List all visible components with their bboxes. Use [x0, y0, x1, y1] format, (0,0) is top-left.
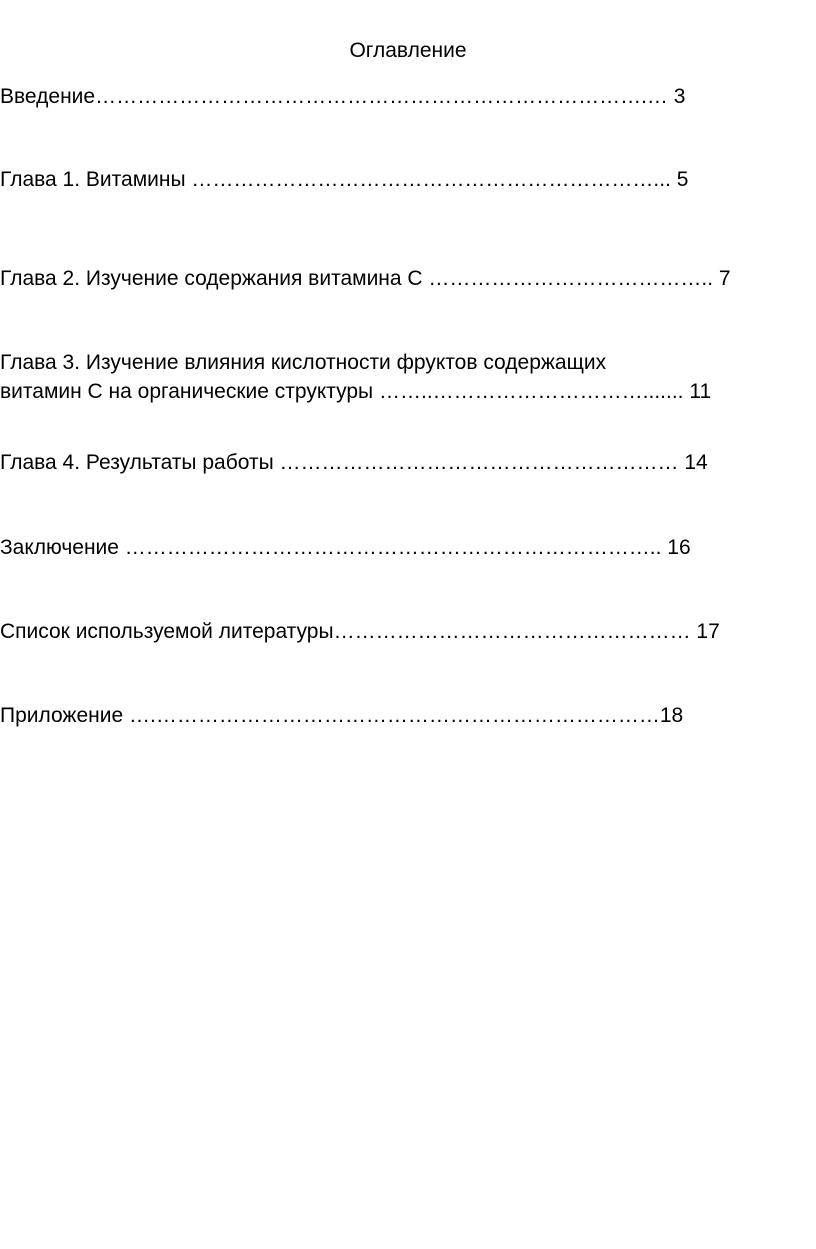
toc-entry-conclusion: Заключение ………………………………………………………………….. 16 — [0, 536, 691, 559]
toc-entry-chapter-3-line-2: витамин С на органические структуры ……..…………………………....... 11 — [0, 380, 712, 403]
toc-entry-chapter-1: Глава 1. Витамины …………………………………………………………... 5 — [0, 168, 689, 191]
toc-entry-introduction: Введение…………………………………………………………………….… 3 — [0, 85, 686, 108]
toc-entry-chapter-3-line-1: Глава 3. Изучение влияния кислотности фруктов содержащих — [0, 351, 607, 374]
toc-entry-chapter-2: Глава 2. Изучение содержания витамина С ………………………………….. 7 — [0, 267, 731, 290]
toc-entry-references: Список используемой литературы…………………………………………… 17 — [0, 620, 720, 643]
toc-entry-chapter-4: Глава 4. Результаты работы ………………………………………………… 14 — [0, 451, 708, 474]
toc-entry-appendix: Приложение ….………………………………………………………………18 — [0, 704, 684, 727]
toc-title: Оглавление — [349, 39, 467, 62]
